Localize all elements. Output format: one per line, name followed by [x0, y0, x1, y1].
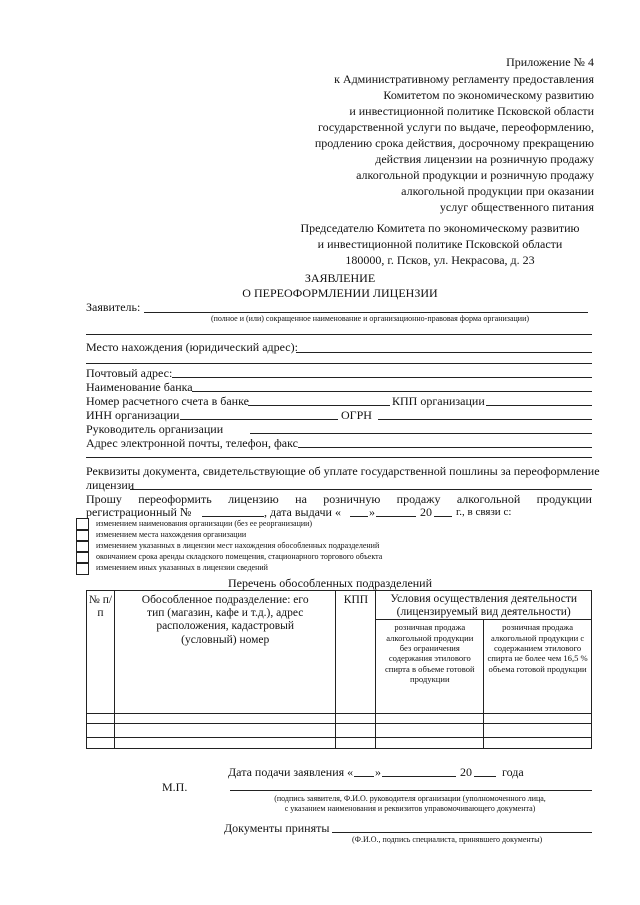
appendix-line: Комитетом по экономическому развитию [383, 88, 594, 102]
request-word: лицензию [228, 492, 279, 506]
bank-input-line[interactable] [192, 391, 592, 392]
ogrn-input-line[interactable] [378, 419, 592, 420]
accepted-hint: (Ф.И.О., подпись специалиста, принявшего документы) [352, 835, 543, 844]
account-input-line[interactable] [248, 405, 390, 406]
fee-label-cont: лицензии [86, 478, 135, 492]
accepted-input-line[interactable] [332, 832, 592, 833]
addressee-line: 180000, г. Псков, ул. Некрасова, д. 23 [345, 253, 535, 267]
fee-label: Реквизиты документа, свидетельствующие об уплате государственной пошлины за переоформление [86, 464, 600, 478]
reason-label: изменением наименования организации (без ее реорганизации) [96, 519, 313, 528]
reg-number-input-line[interactable] [202, 516, 264, 517]
issued-year-input-line[interactable] [434, 516, 452, 517]
addressee-line: Председателю Комитета по экономическому развитию [300, 221, 580, 235]
ogrn-label: ОГРН [341, 408, 372, 422]
submit-date-label: Дата подачи заявления « [228, 765, 354, 779]
col-sub-b-header: розничная продажа алкогольной продукции с содержанием этилового спирта не более чем 16,5 % объема готовой продукции [484, 620, 592, 714]
reason-checkbox[interactable] [76, 562, 89, 575]
issued-label: , дата выдачи « [264, 505, 341, 519]
request-word: Прошу [86, 492, 122, 506]
kpp-label: КПП организации [392, 394, 485, 408]
subdivisions-table [86, 590, 592, 749]
applicant-input-line-2[interactable] [86, 334, 592, 335]
reason-label: изменением указанных в лицензии мест нахождения обособленных подразделений [96, 541, 380, 550]
signature-input-line[interactable] [230, 790, 592, 791]
applicant-label: Заявитель: [86, 300, 141, 314]
table-row[interactable] [87, 724, 592, 738]
request-tail: г., в связи с: [456, 506, 512, 518]
request-word: переоформить [138, 492, 212, 506]
postal-label: Почтовый адрес: [86, 366, 173, 380]
col-unit-header: Обособленное подразделение: его тип (магазин, кафе и т.д.), адрес расположения, кадастровый (условный) номер [114, 591, 336, 714]
postal-input-line[interactable] [172, 377, 592, 378]
appendix-line: продлению срока действия, досрочному прекращению [314, 136, 594, 150]
reason-label: окончанием срока аренды складского помещения, стационарного торгового объекта [96, 552, 383, 561]
appendix-line: Приложение № 4 [506, 55, 594, 69]
appendix-line: алкогольной продукции и розничную продажу [356, 168, 594, 182]
request-word: продукции [536, 492, 592, 506]
appendix-line: действия лицензии на розничную продажу [375, 152, 594, 166]
inn-label: ИНН организации [86, 408, 180, 422]
request-word: на [295, 492, 307, 506]
submit-year-input-line[interactable] [474, 776, 496, 777]
kpp-input-line[interactable] [486, 405, 592, 406]
issued-day-input-line[interactable] [350, 516, 368, 517]
applicant-hint: (полное и (или) сокращенное наименование и организационно-правовая форма организации) [210, 314, 530, 323]
signature-hint-1: (подпись заявителя, Ф.И.О. руководителя организации (уполномоченного лица, [274, 794, 546, 803]
appendix-line: алкогольной продукции при оказании [401, 184, 594, 198]
addressee-line: и инвестиционной политике Псковской области [317, 237, 563, 251]
reason-label: изменением места нахождения организации [96, 530, 247, 539]
submit-year-suffix: года [502, 765, 524, 779]
location-input-line[interactable] [296, 352, 592, 353]
table-row[interactable] [87, 738, 592, 749]
submit-month-input-line[interactable] [382, 776, 456, 777]
table-caption: Перечень обособленных подразделений [227, 576, 433, 590]
submit-day-input-line[interactable] [354, 776, 374, 777]
submit-year-prefix: 20 [460, 765, 472, 779]
email-label: Адрес электронной почты, телефон, факс [86, 436, 298, 450]
bank-label: Наименование банка [86, 380, 193, 394]
issued-year-prefix: 20 [420, 505, 432, 519]
reason-label: изменением иных указанных в лицензии сведений [96, 563, 268, 572]
email-input-line-2[interactable] [86, 457, 592, 458]
accepted-label: Документы приняты [224, 821, 330, 835]
reg-number-label: регистрационный № [86, 505, 192, 519]
submit-date-close: » [375, 765, 381, 779]
document-title: ЗАЯВЛЕНИЕ [304, 271, 376, 285]
appendix-line: к Административному регламенту предоставления [334, 72, 594, 86]
col-sub-a-header: розничная продажа алкогольной продукции без ограничения содержания этилового спирта в объеме готовой продукции [376, 620, 484, 714]
col-num-header: № п/п [87, 591, 115, 714]
appendix-line: государственной услуги по выдаче, переоформлению, [317, 120, 594, 134]
document-subtitle: О ПЕРЕОФОРМЛЕНИИ ЛИЦЕНЗИИ [242, 286, 438, 300]
applicant-input-line[interactable] [144, 312, 588, 313]
email-input-line[interactable] [298, 447, 592, 448]
request-word: алкогольной [456, 492, 521, 506]
location-input-line-2[interactable] [86, 363, 592, 364]
inn-input-line[interactable] [180, 419, 338, 420]
account-label: Номер расчетного счета в банке [86, 394, 249, 408]
appendix-line: и инвестиционной политике Псковской области [349, 104, 594, 118]
location-label: Место нахождения (юридический адрес): [86, 340, 298, 354]
issued-month-input-line[interactable] [376, 516, 416, 517]
stamp-label: М.П. [162, 780, 188, 794]
head-label: Руководитель организации [86, 422, 224, 436]
col-kpp-header: КПП [336, 591, 376, 714]
request-word: розничную [323, 492, 381, 506]
request-word: продажу [396, 492, 441, 506]
table-row[interactable] [87, 714, 592, 724]
fee-input-line[interactable] [130, 489, 592, 490]
signature-hint-2: с указанием наименования и реквизитов управомочивающего документа) [284, 804, 536, 813]
issued-close: » [369, 505, 375, 519]
head-input-line[interactable] [250, 433, 592, 434]
col-conditions-header: Условия осуществления деятельности (лицензируемый вид деятельности) [376, 591, 592, 620]
appendix-line: услуг общественного питания [439, 200, 594, 214]
